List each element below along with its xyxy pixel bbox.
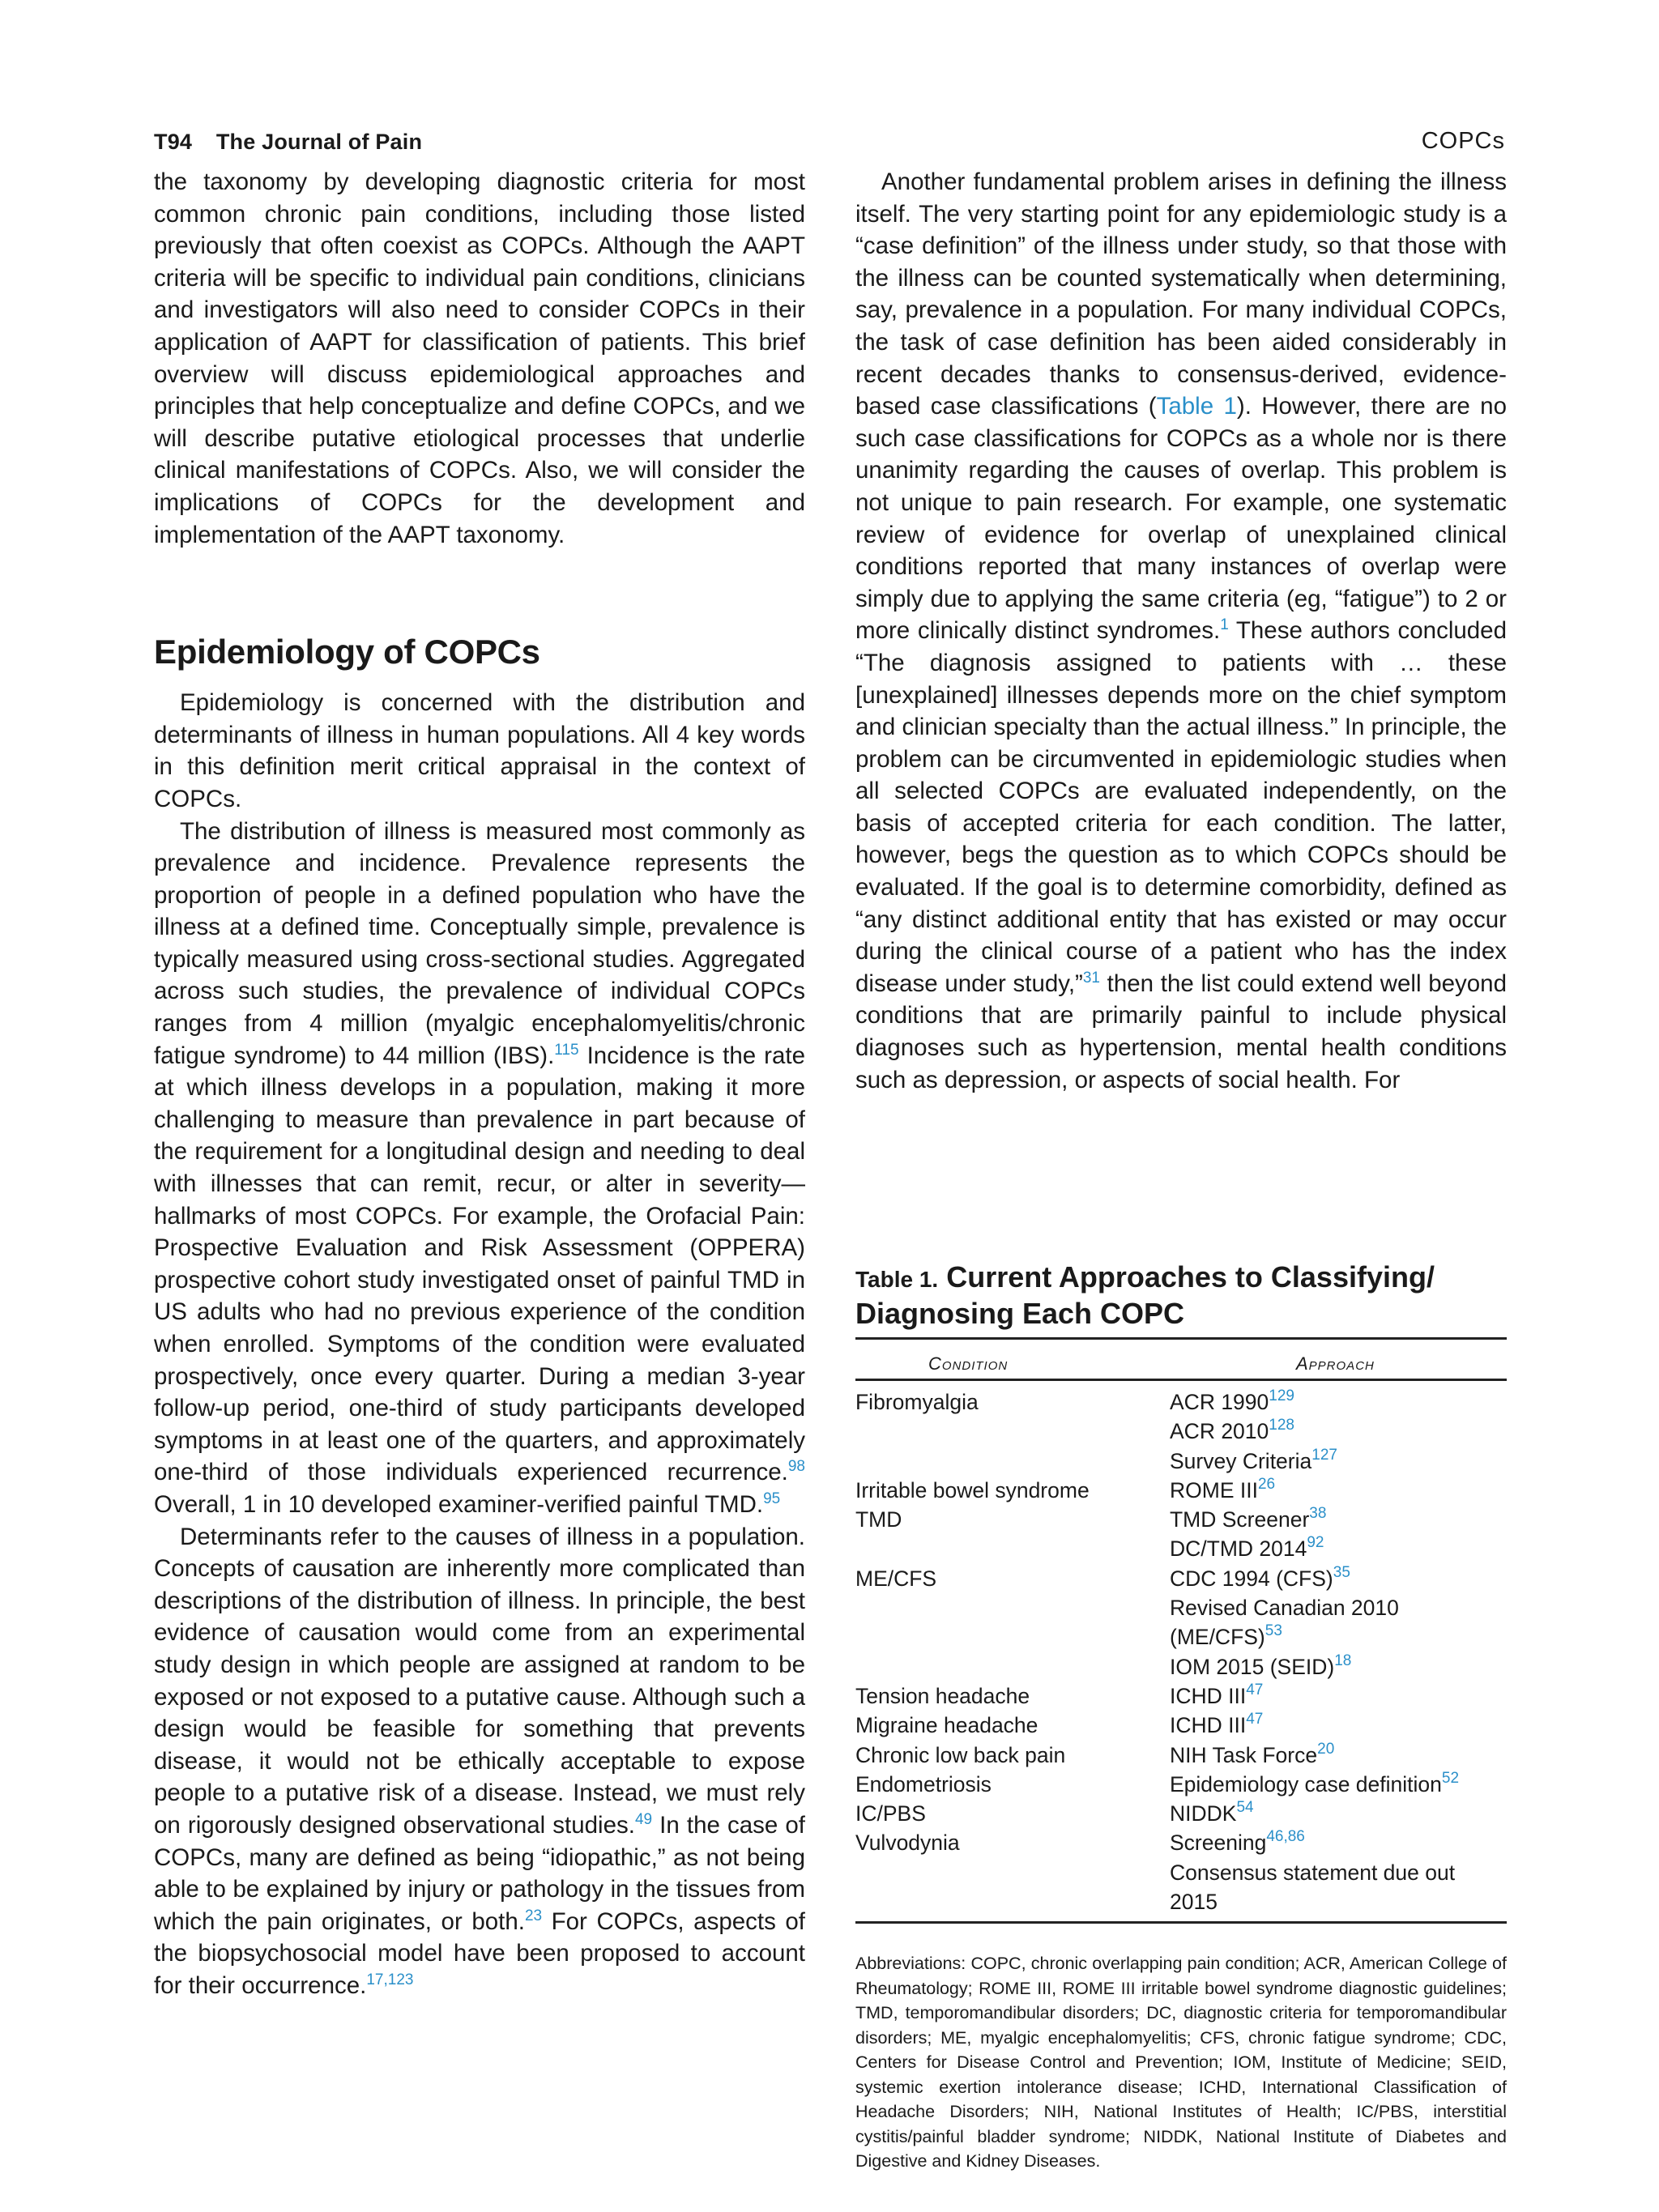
approach-cell	[1170, 1799, 1507, 1828]
approach-text: ICHD III	[1170, 1713, 1247, 1738]
citation-link[interactable]: 35	[1333, 1563, 1350, 1581]
table-row	[855, 1828, 1507, 1857]
approach-cell	[1170, 1505, 1507, 1534]
table-row	[855, 1741, 1507, 1770]
condition-cell: TMD	[855, 1507, 902, 1532]
approach-cell	[1170, 1534, 1507, 1563]
condition-cell	[855, 1593, 1170, 1652]
condition-cell	[855, 1652, 1170, 1681]
citation-link[interactable]: 47	[1246, 1681, 1264, 1698]
citation-link[interactable]: 31	[1082, 969, 1100, 987]
table-title-text: Current Approaches to Classifying/ Diagnosing Each COPC	[855, 1260, 1435, 1330]
condition-cell: Tension headache	[855, 1683, 1030, 1708]
text-span: In the case of COPCs, many are defined as being “idiopathic,” as not being able to be explained by injury or pathology in the tissues from which the pain originates, or both.	[154, 1811, 805, 1935]
citation-link[interactable]: 127	[1311, 1446, 1337, 1464]
approach-text: ROME III	[1170, 1477, 1258, 1502]
running-header	[154, 130, 422, 155]
table-abbreviations: Abbreviations: COPC, chronic overlapping pain condition; ACR, American College of Rheumatology; ROME III, ROME III irritable bowel syndrome diagnostic guidelines; TMD, temporomandibular disorders; DC, diagnostic criteria for temporomandibular disorders; ME, myalgic encephalomyelitis; CFS, chronic fatigue syndrome; CDC, Centers for Disease Control and Prevention; IOM, Institute of Medicine; SEID, systemic exertion intolerance disease; ICHD, International Classification of Headache Disorders; NIH, National Institutes of Health; IC/PBS, interstitial cystitis/painful bladder syndrome; NIDDK, National Institute of Diabetes and Digestive and Kidney Diseases.	[855, 1954, 1507, 2172]
citation-link[interactable]: 115	[554, 1041, 579, 1059]
condition-cell: Fibromyalgia	[855, 1390, 979, 1414]
approach-text: DC/TMD 2014	[1170, 1536, 1307, 1562]
citation-link[interactable]: 129	[1269, 1387, 1294, 1404]
text-span: ). However, there are no such case classifications for COPCs as a whole nor is there unanimity regarding the causes of overlap. This problem is not unique to pain research. For example, one systematic review of evidence for overlap of unexplained clinical conditions reported that many instances of overlap were simply due to applying the same criteria (eg, “fatigue”) to 2 or more clinically distinct syndromes.	[855, 393, 1507, 645]
paragraph-distribution	[154, 816, 805, 1521]
table-row	[855, 1447, 1507, 1476]
condition-cell	[855, 1447, 1170, 1476]
citation-link[interactable]: 92	[1307, 1534, 1324, 1552]
journal-name: The Journal of Pain	[215, 130, 423, 154]
approach-text: Consensus statement due out 2015	[1170, 1860, 1456, 1915]
table-row	[855, 1858, 1507, 1917]
paragraph-case-definition	[855, 166, 1507, 1096]
approach-cell	[1170, 1447, 1507, 1476]
running-title: COPCs	[1421, 128, 1505, 154]
approach-cell	[1170, 1387, 1507, 1417]
condition-cell	[855, 1417, 1170, 1446]
condition-cell: Migraine headache	[855, 1713, 1038, 1738]
intro-paragraph: the taxonomy by developing diagnostic criteria for most common chronic pain conditions, including those listed previously that often coexist as COPCs. Although the AAPT criteria will be specific to individual pain conditions, clinicians and investigators will also need to consider COPCs in their application of AAPT for classification of patients. This brief overview will discuss epidemiological approaches and principles that help conceptualize and define COPCs, and we will describe putative etiological processes that underlie clinical manifestations of COPCs. Also, we will consider the implications of COPCs for the development and implementation of the AAPT taxonomy.	[154, 168, 805, 548]
approach-cell	[1170, 1711, 1507, 1740]
left-column	[154, 166, 805, 2001]
approach-cell	[1170, 1858, 1507, 1917]
table-row	[855, 1711, 1507, 1740]
table-row	[855, 1681, 1507, 1711]
approach-text: Survey Criteria	[1170, 1448, 1312, 1473]
citation-link[interactable]: 46,86	[1266, 1828, 1305, 1846]
citation-link[interactable]: 98	[787, 1458, 805, 1476]
table-row	[855, 1476, 1507, 1505]
table-reference-link[interactable]: Table 1	[1156, 393, 1237, 420]
table-title	[855, 1260, 1507, 1340]
table-row	[855, 1564, 1507, 1593]
table-row	[855, 1770, 1507, 1799]
approach-text: ICHD III	[1170, 1683, 1247, 1708]
table-row	[855, 1652, 1507, 1681]
condition-cell: ME/CFS	[855, 1566, 937, 1591]
citation-link[interactable]: 26	[1257, 1475, 1276, 1493]
section-heading: Epidemiology of COPCs	[154, 633, 540, 671]
citation-link[interactable]: 52	[1441, 1769, 1460, 1787]
citation-link[interactable]: 49	[634, 1810, 653, 1828]
citation-link[interactable]: 53	[1265, 1622, 1282, 1640]
approach-cell	[1170, 1681, 1507, 1711]
table-body	[855, 1387, 1507, 1916]
approach-cell	[1170, 1770, 1507, 1799]
citation-link[interactable]: 23	[524, 1907, 543, 1924]
column-header-condition: Condition	[928, 1353, 1009, 1374]
citation-link[interactable]: 128	[1269, 1417, 1294, 1434]
table-header	[855, 1348, 1507, 1381]
condition-cell	[855, 1534, 1170, 1563]
citation-link[interactable]: 54	[1236, 1799, 1254, 1817]
condition-cell: Irritable bowel syndrome	[855, 1477, 1090, 1502]
approach-cell	[1170, 1417, 1507, 1446]
text-span: Incidence is the rate at which illness develops in a population, making it more challenging to measure than prevalence in part because of the requirement for a longitudinal design and needing to deal with illnesses that can remit, recur, or alter in severity—hallmarks of most COPCs. For example, the Orofacial Pain: Prospective Evaluation and Risk Assessment (OPPERA) prospective cohort study investigated onset of painful TMD in US adults who had no previous experience of the condition when enrolled. Symptoms of the condition were evaluated prospectively, once every quarter. During a median 3-year follow-up period, one-third of study participants developed symptoms in at least one of the quarters, and approximately one-third of those individuals experienced recurrence.	[154, 1042, 805, 1486]
approach-text: CDC 1994 (CFS)	[1170, 1566, 1333, 1591]
paragraph-determinants	[154, 1521, 805, 2002]
approach-cell	[1170, 1593, 1507, 1652]
table-1	[855, 1260, 1507, 2174]
table-row	[855, 1505, 1507, 1534]
citation-link[interactable]: 17,123	[366, 1971, 414, 1988]
citation-link[interactable]: 38	[1309, 1505, 1327, 1523]
approach-text: Screening	[1170, 1831, 1267, 1856]
table-label: Table 1.	[855, 1267, 939, 1292]
approach-text: Epidemiology case definition	[1170, 1771, 1442, 1796]
approach-cell	[1170, 1741, 1507, 1770]
condition-cell: Vulvodynia	[855, 1831, 960, 1856]
citation-link[interactable]: 1	[1220, 616, 1229, 634]
condition-cell: Chronic low back pain	[855, 1742, 1066, 1767]
right-column	[855, 166, 1507, 1096]
table-row	[855, 1534, 1507, 1563]
citation-link[interactable]: 18	[1334, 1652, 1352, 1669]
text-span: then the list could extend well beyond conditions that are primarily painful to include physical diagnoses such as hypertension, mental health conditions such as depression, or aspects of social health. For	[855, 970, 1507, 1093]
text-span: The distribution of illness is measured most commonly as prevalence and incidence. Prevalence represents the proportion of people in a defined population who have the illness at a defined time. Conceptually simple, prevalence is typically measured using cross-sectional studies. Aggregated across such studies, the prevalence of individual COPCs ranges from 4 million (myalgic encephalomyelitis/chronic fatigue syndrome) to 44 million (IBS).	[154, 817, 805, 1069]
column-header-approach: Approach	[1296, 1353, 1375, 1374]
condition-cell	[855, 1858, 1170, 1917]
approach-cell	[1170, 1652, 1507, 1681]
text-span: Determinants refer to the causes of illness in a population. Concepts of causation are inherently more complicated than descriptions of the distribution of illness. In principle, the best evidence of causation would come from an experimental study design in which people are assigned at random to be exposed or not exposed to a putative cause. Although such a design would be feasible for something that prevents disease, it would not be ethically acceptable to expose people to a putative risk of a disease. Instead, we must rely on rigorously designed observational studies.	[154, 1523, 805, 1839]
paragraph-definition: Epidemiology is concerned with the distribution and determinants of illness in human populations. All 4 key words in this definition merit critical appraisal in the context of COPCs.	[154, 689, 805, 812]
approach-text: NIH Task Force	[1170, 1742, 1318, 1767]
approach-text: ACR 1990	[1170, 1390, 1269, 1414]
citation-link[interactable]: 20	[1317, 1740, 1335, 1758]
approach-text: ACR 2010	[1170, 1419, 1269, 1444]
approach-text: TMD Screener	[1170, 1507, 1310, 1532]
approach-text: Revised Canadian 2010 (ME/CFS)	[1170, 1596, 1399, 1650]
citation-link[interactable]: 95	[763, 1490, 781, 1507]
condition-cell: Endometriosis	[855, 1771, 992, 1796]
citation-link[interactable]: 47	[1246, 1711, 1264, 1728]
text-span: Another fundamental problem arises in defining the illness itself. The very starting point for any epidemiologic study is a “case definition” of the illness under study, so that those with the illness can be counted systematically when determining, say, prevalence in a population. For many individual COPCs, the task of case definition has been aided considerably in recent decades thanks to consensus-derived, evidence-based case classifications (	[855, 168, 1507, 420]
approach-text: IOM 2015 (SEID)	[1170, 1654, 1335, 1679]
table-row	[855, 1417, 1507, 1446]
page-number: T94	[154, 130, 193, 154]
table-row	[855, 1593, 1507, 1652]
approach-cell	[1170, 1476, 1507, 1505]
table-row	[855, 1387, 1507, 1417]
text-span: These authors concluded “The diagnosis assigned to patients with … these [unexplained] illnesses depends more on the chief symptom and clinician specialty than the actual illness.” In principle, the problem can be circumvented in epidemiologic studies when all selected COPCs are evaluated independently, on the basis of accepted criteria for each condition. The latter, however, begs the question as to which COPCs should be evaluated. If the goal is to determine comorbidity, defined as “any distinct additional entity that has existed or may occur during the clinical course of a patient who has the index disease under study,”	[855, 617, 1507, 997]
condition-cell: IC/PBS	[855, 1801, 926, 1826]
text-span: Overall, 1 in 10 developed examiner-verified painful TMD.	[154, 1490, 764, 1518]
approach-cell	[1170, 1564, 1507, 1593]
table-row	[855, 1799, 1507, 1828]
approach-text: NIDDK	[1170, 1801, 1237, 1826]
text-span: For COPCs, aspects of the biopsychosocial model have been proposed to account for their occurrence.	[154, 1907, 805, 1999]
approach-cell	[1170, 1828, 1507, 1857]
